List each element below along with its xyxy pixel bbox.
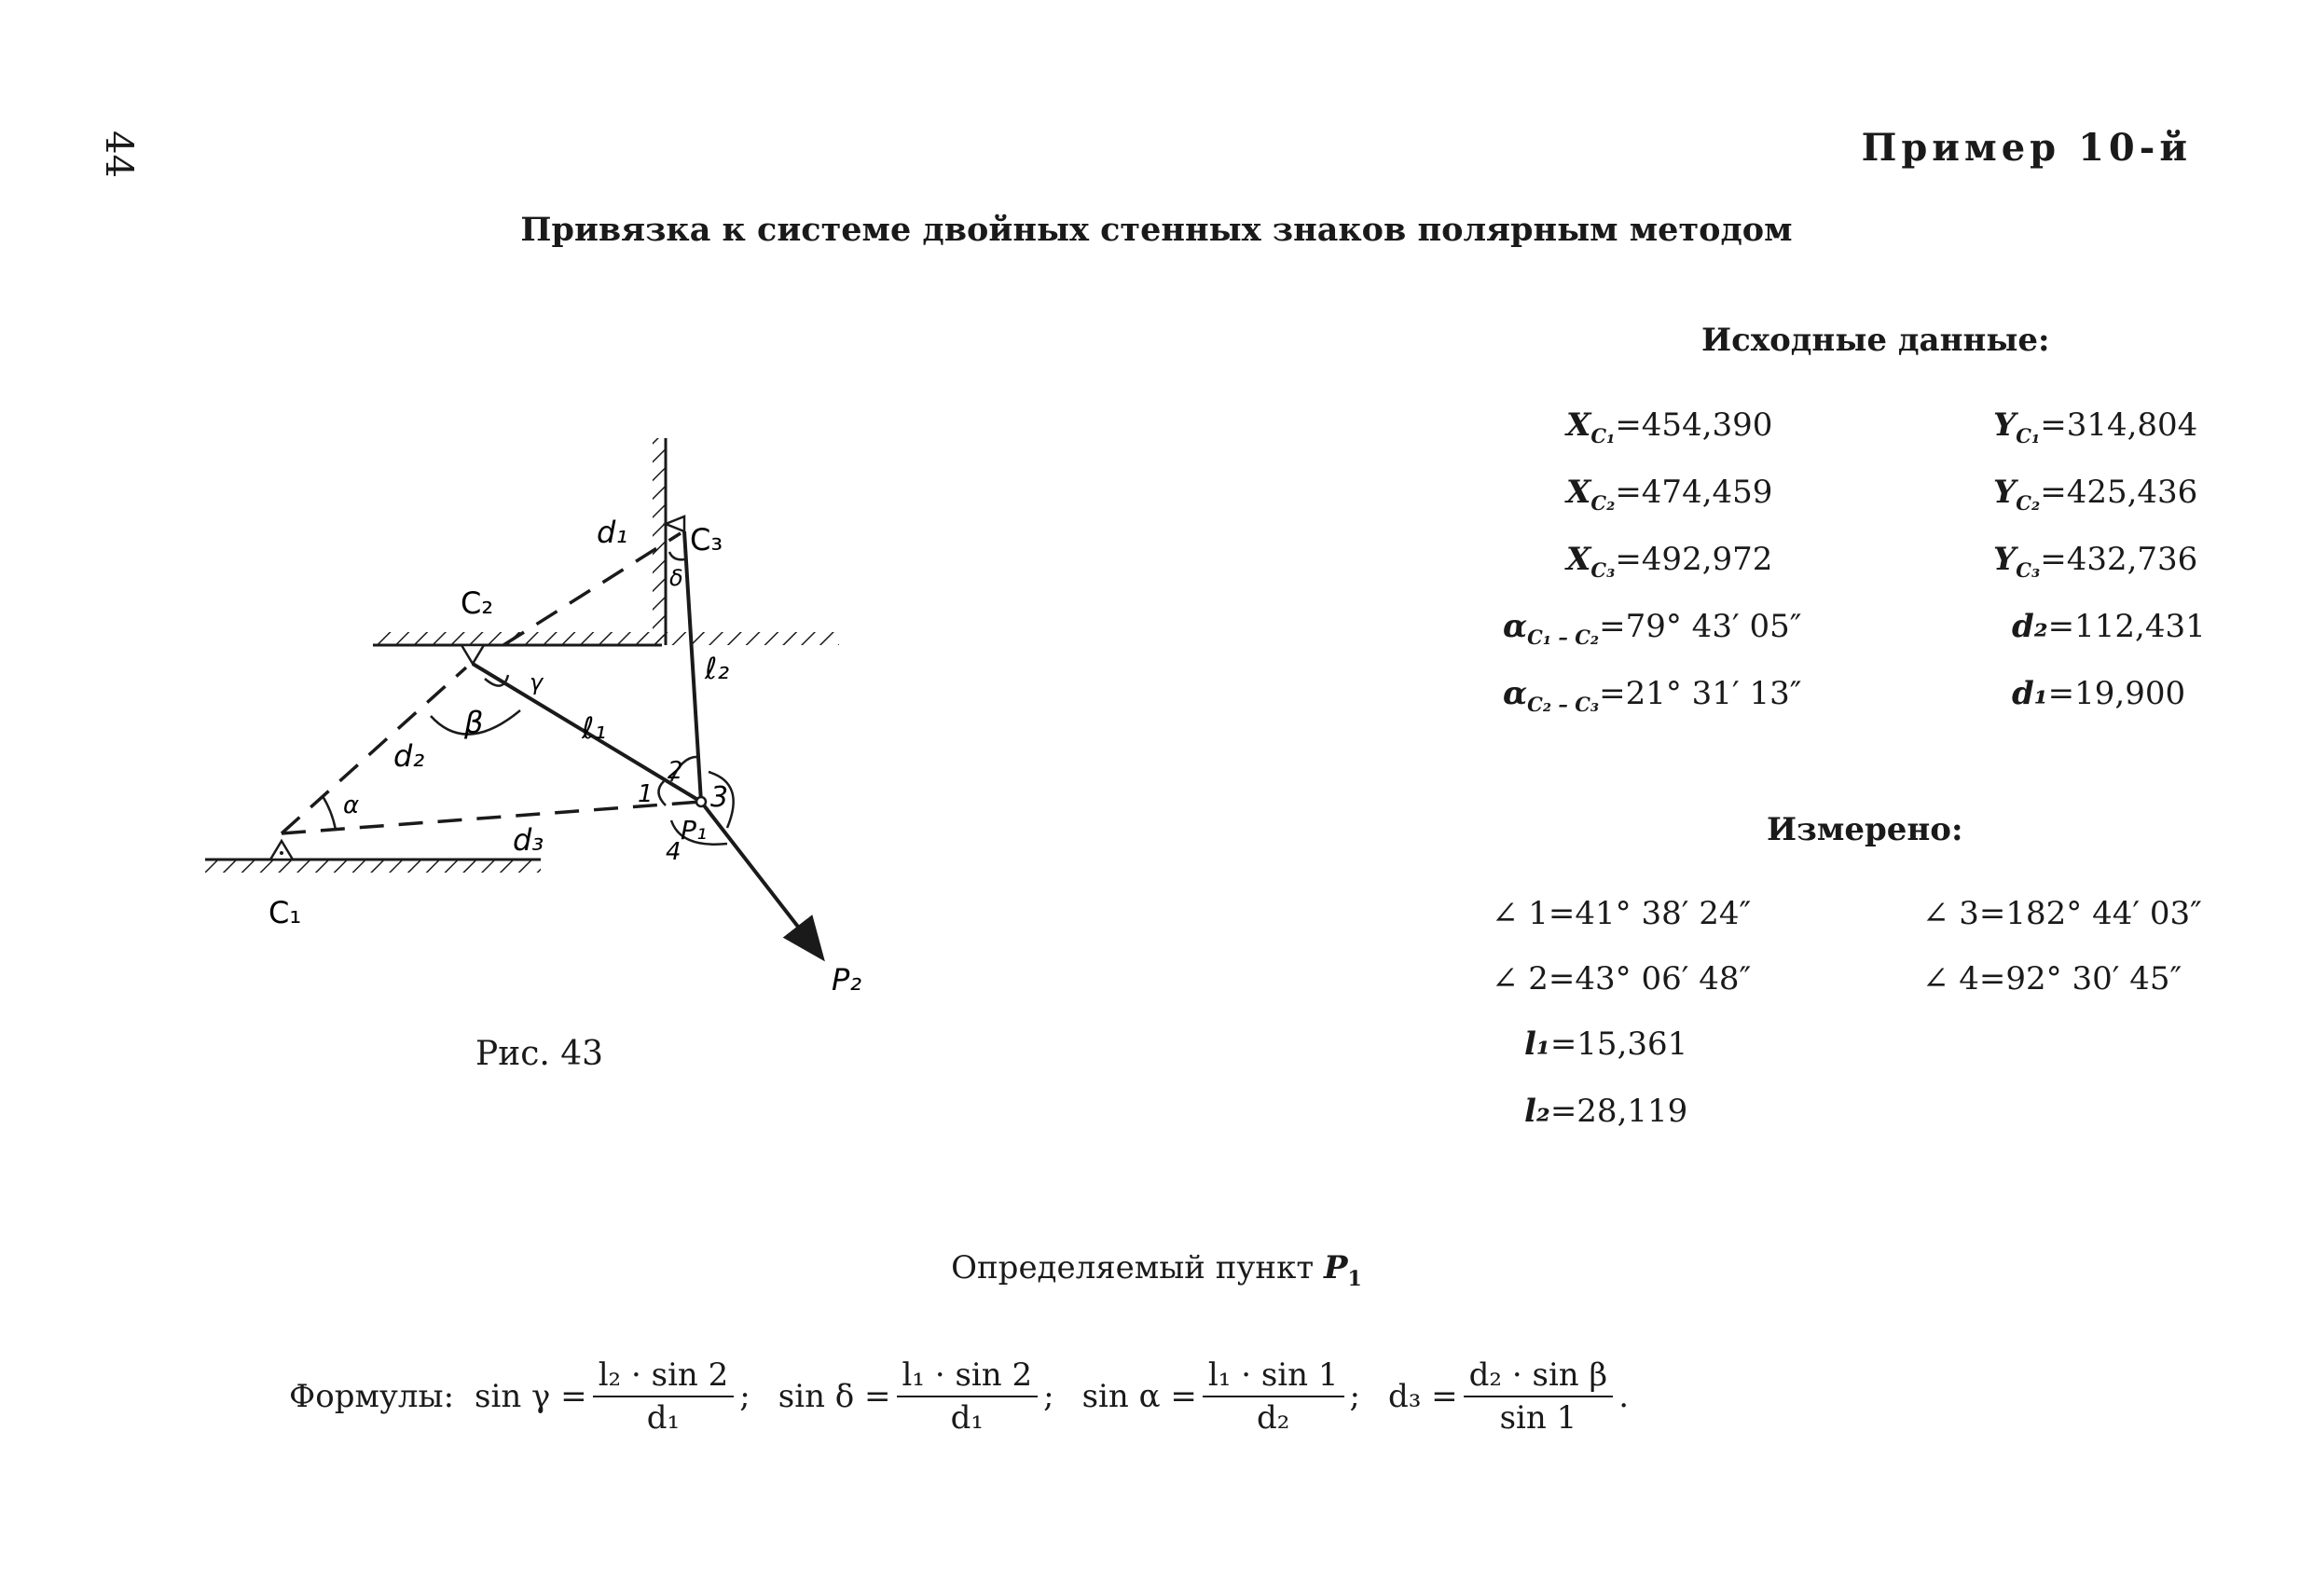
wall-c3-hatch bbox=[653, 438, 666, 645]
d1-value: d₁=19,900 bbox=[2012, 675, 2186, 712]
label-c1: C₁ bbox=[268, 895, 302, 930]
label-c3: C₃ bbox=[690, 522, 723, 557]
alpha-c1-c2: $\alpha_{C_1 - C_2}=79^\circ$ 43′ 05″ bbox=[1503, 608, 1802, 649]
label-d3: d₃ bbox=[513, 822, 544, 858]
label-delta: δ bbox=[669, 565, 683, 591]
formula-sin-alpha: sin α = $\frac{\text{l₁ · sin 1}}{\text{d₂}}$ ; bbox=[1081, 1356, 1360, 1437]
l2-value: l₂=28,119 bbox=[1524, 1093, 1688, 1130]
label-l1: ℓ₁ bbox=[582, 710, 607, 746]
wall-c1-hatch bbox=[205, 860, 541, 873]
label-c2: C₂ bbox=[461, 585, 494, 621]
formulas-label: Формулы: bbox=[289, 1378, 455, 1415]
xc3: $X_{C_3}=492,972$ bbox=[1566, 541, 1773, 582]
page-number: 44 bbox=[97, 131, 140, 178]
determined-point: Определяемый пункт $P_1$ bbox=[951, 1249, 1362, 1291]
formula-sin-delta: sin δ = $\frac{\text{l₁ · sin 2}}{\text{d₁}}$ ; bbox=[778, 1356, 1054, 1437]
yc3: $Y_{C_3}=432,736$ bbox=[1993, 541, 2198, 582]
label-angle-4: 4 bbox=[666, 838, 682, 866]
page-title: Привязка к системе двойных стенных знаков полярным методом bbox=[520, 211, 1793, 249]
label-d1: d₁ bbox=[597, 515, 628, 550]
arc-alpha bbox=[323, 796, 336, 830]
figure-caption: Рис. 43 bbox=[475, 1035, 604, 1073]
yc2: $Y_{C_2}=425,436$ bbox=[1993, 474, 2198, 515]
station-c3-icon bbox=[666, 516, 684, 531]
line-p1-p2 bbox=[701, 802, 820, 956]
label-l2: ℓ₂ bbox=[705, 651, 730, 686]
figure-43 bbox=[186, 429, 895, 1007]
label-p1: P₁ bbox=[681, 815, 708, 846]
label-alpha: α bbox=[343, 791, 360, 819]
formula-sin-gamma: sin γ = $\frac{\text{l₂ · sin 2}}{\text{d₁}}$ ; bbox=[475, 1356, 750, 1437]
l1-value: l₁=15,361 bbox=[1524, 1025, 1688, 1063]
label-angle-1: 1 bbox=[638, 780, 654, 808]
angle-3: ∠ 3=182° 44′ 03″ bbox=[1922, 895, 2202, 932]
angle-2: ∠ 2=43° 06′ 48″ bbox=[1492, 960, 1752, 998]
point-p1 bbox=[696, 797, 706, 806]
wall-c2-hatch bbox=[373, 632, 839, 645]
example-label: Пример 10-й bbox=[1861, 126, 2192, 170]
label-p2: P₂ bbox=[832, 962, 862, 998]
angle-4: ∠ 4=92° 30′ 45″ bbox=[1922, 960, 2182, 998]
initial-data-heading: Исходные данные: bbox=[1701, 322, 2050, 359]
station-c1-icon bbox=[270, 841, 293, 860]
label-d2: d₂ bbox=[393, 738, 425, 774]
xc1: $X_{C_1}=454,390$ bbox=[1566, 406, 1773, 447]
label-beta: β bbox=[464, 705, 484, 740]
measured-heading: Измерено: bbox=[1767, 811, 1963, 848]
yc1: $Y_{C_1}=314,804$ bbox=[1993, 406, 2198, 447]
formulas bbox=[289, 1356, 1657, 1437]
label-angle-3: 3 bbox=[710, 781, 729, 814]
formula-d3: d₃ = $\frac{\text{d₂ · sin β}}{\sin 1}$ . bbox=[1387, 1356, 1629, 1437]
label-angle-2: 2 bbox=[668, 757, 683, 785]
line-d2 bbox=[282, 667, 466, 833]
arc-delta bbox=[669, 552, 685, 559]
arc-1 bbox=[658, 781, 666, 805]
d2-value: d₂=112,431 bbox=[2012, 608, 2206, 645]
label-gamma: γ bbox=[530, 669, 544, 695]
alpha-c2-c3: $\alpha_{C_2 - C_3}=21^\circ$ 31′ 13″ bbox=[1503, 675, 1802, 716]
xc2: $X_{C_2}=474,459$ bbox=[1566, 474, 1773, 515]
station-c2-icon bbox=[461, 645, 484, 664]
angle-1: ∠ 1=41° 38′ 24″ bbox=[1492, 895, 1752, 932]
